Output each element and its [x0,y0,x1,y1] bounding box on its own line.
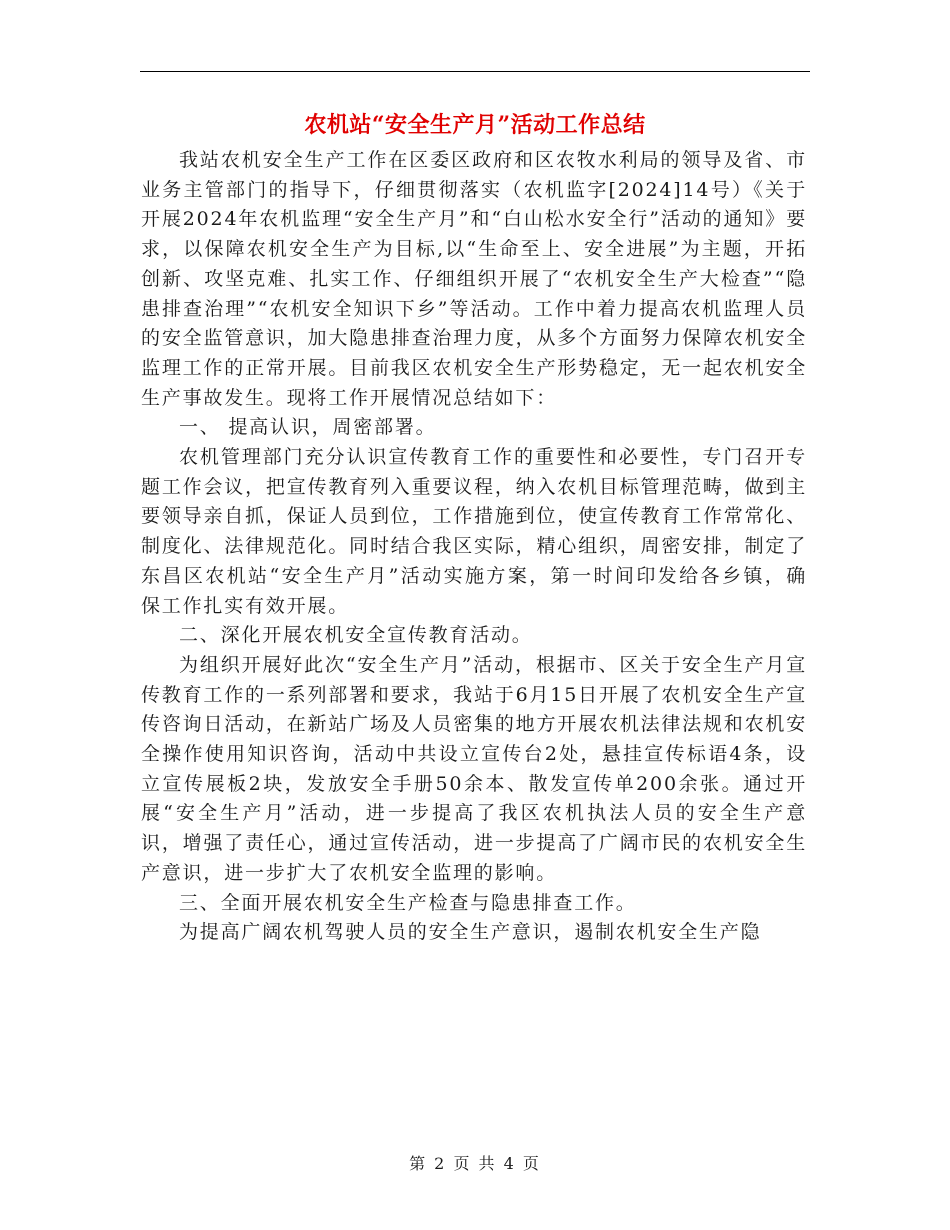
section-heading-1: 一、 提高认识，周密部署。 [179,416,437,439]
section-heading-3: 三、全面开展农机安全生产检查与隐患排查工作。 [179,891,637,914]
paragraph-section-2: 为组织开展好此次“安全生产月”活动，根据市、区关于安全生产月宣传教育工作的一系列部署和要求，我站于6月15日开展了农机安全生产宣传咨询日活动，在新站广场及人员密集的地方开展农机法律法规和农机安全操作使用知识咨询，活动中共设立宣传台2处，悬挂宣传标语4条，设立宣传展板2块，发放安全手册50余本、散发宣传单200余张。通过开展“安全生产月”活动，进一步提高了我区农机执法人员的安全生产意识，增强了责任心，通过宣传活动，进一步提高了广阔市民的农机安全生产意识，进一步扩大了农机安全监理的影响。 [141,653,807,884]
page-number-footer: 第 2 页 共 4 页 [409,1154,541,1173]
paragraph-section-3: 为提高广阔农机驾驶人员的安全生产意识，遏制农机安全生产隐 [179,921,762,944]
document-body [141,146,807,948]
paragraph-intro: 我站农机安全生产工作在区委区政府和区农牧水利局的领导及省、市业务主管部门的指导下，仔细贯彻落实（农机监字[2024]14号）《关于开展2024年农机监理“安全生产月”和“白山松水安全行”活动的通知》要求，以保障农机安全生产为目标,以“生命至上、安全进展”为主题，开拓创新、攻坚克难、扎实工作、仔细组织开展了“农机安全生产大检查”“隐患排查治理”“农机安全知识下乡”等活动。工作中着力提高农机监理人员的安全监管意识，加大隐患排查治理力度，从多个方面努力保障农机安全监理工作的正常开展。目前我区农机安全生产形势稳定，无一起农机安全生产事故发生。现将工作开展情况总结如下： [141,149,807,409]
paragraph-section-1: 农机管理部门充分认识宣传教育工作的重要性和必要性，专门召开专题工作会议，把宣传教育列入重要议程，纳入农机目标管理范畴，做到主要领导亲自抓，保证人员到位，工作措施到位，使宣传教育工作常常化、制度化、法律规范化。同时结合我区实际，精心组织，周密安排，制定了东昌区农机站“安全生产月”活动实施方案，第一时间印发给各乡镇，确保工作扎实有效开展。 [141,446,807,617]
document-title: 农机站“安全生产月”活动工作总结 [304,112,646,138]
section-heading-2: 二、深化开展农机安全宣传教育活动。 [179,624,533,647]
header-rule [140,71,810,72]
